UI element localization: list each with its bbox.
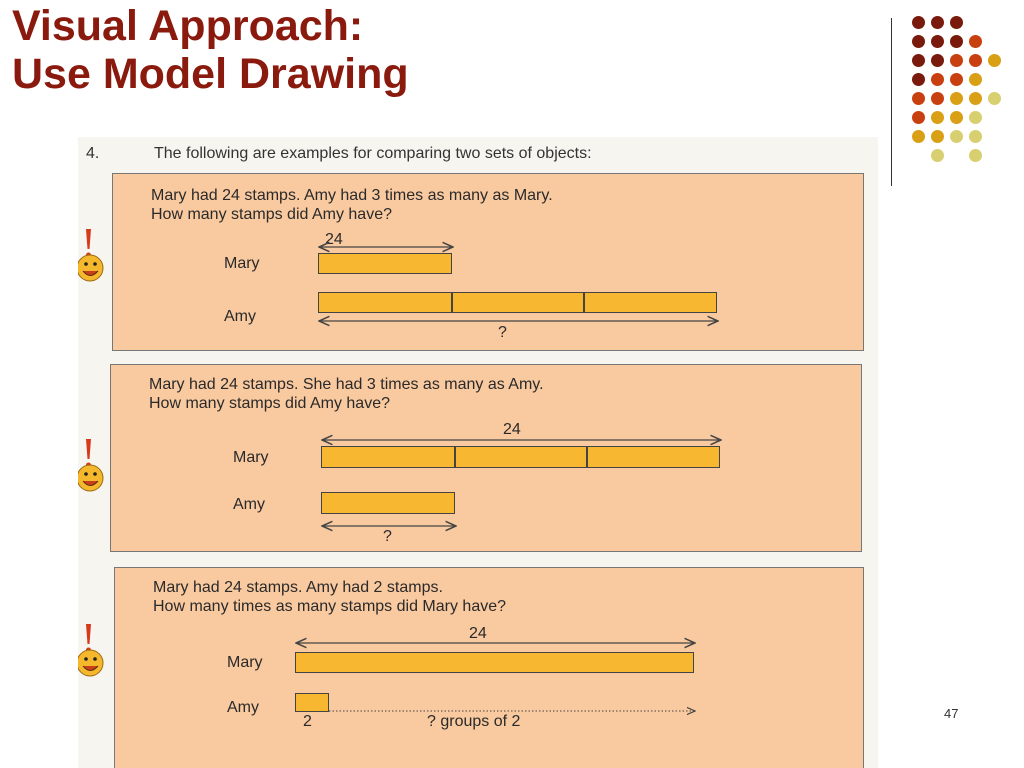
bar-unit-divider xyxy=(454,447,456,467)
decorative-dot xyxy=(931,111,944,124)
decorative-dot xyxy=(950,54,963,67)
example-1-mary-bar xyxy=(318,253,452,274)
bar-unit-divider xyxy=(586,447,588,467)
decorative-dot xyxy=(912,111,925,124)
example-1-amy-bar xyxy=(318,292,717,313)
decorative-dot xyxy=(912,35,925,48)
smiley-icon xyxy=(78,437,108,497)
decorative-dot xyxy=(931,130,944,143)
smiley-icon xyxy=(78,622,108,682)
example-3-amy-label: Amy xyxy=(227,699,259,716)
example-2-line-1: Mary had 24 stamps. She had 3 times as many as Amy. xyxy=(149,376,544,393)
decorative-dot xyxy=(969,149,982,162)
decorative-dot xyxy=(912,16,925,29)
example-2-mary-label: Mary xyxy=(233,449,269,466)
bar-unit-divider xyxy=(451,293,453,312)
decorative-dot xyxy=(969,111,982,124)
decorative-dot xyxy=(950,35,963,48)
decorative-divider xyxy=(891,18,892,186)
example-3-line-1: Mary had 24 stamps. Amy had 2 stamps. xyxy=(153,579,443,596)
example-2-mary-arrow xyxy=(320,433,725,447)
decorative-dot xyxy=(931,92,944,105)
decorative-dot xyxy=(950,111,963,124)
example-1-amy-arrow xyxy=(317,314,722,328)
example-3-amy-value: 2 xyxy=(303,713,312,730)
decorative-dot xyxy=(912,54,925,67)
decorative-dot xyxy=(988,92,1001,105)
example-1-line-1: Mary had 24 stamps. Amy had 3 times as many as Mary. xyxy=(151,187,553,204)
example-2-question xyxy=(149,375,544,413)
worksheet-scan xyxy=(78,137,878,768)
example-2-mary-value: 24 xyxy=(503,421,521,438)
bar-unit-divider xyxy=(583,293,585,312)
example-3-groups-text: ? groups of 2 xyxy=(427,713,521,730)
example-2-line-2: How many stamps did Amy have? xyxy=(149,395,390,412)
example-1-mary-value: 24 xyxy=(325,231,343,248)
example-3-question xyxy=(153,578,506,616)
worksheet-header xyxy=(86,145,592,163)
decorative-dot xyxy=(950,73,963,86)
example-1-line-2: How many stamps did Amy have? xyxy=(151,206,392,223)
decorative-dot xyxy=(969,54,982,67)
smiley-icon xyxy=(78,227,108,287)
example-1-unknown: ? xyxy=(498,324,507,341)
example-2-amy-label: Amy xyxy=(233,496,265,513)
example-panel-2 xyxy=(110,364,862,552)
decorative-dot xyxy=(931,73,944,86)
example-panel-1 xyxy=(112,173,864,351)
example-panel-3 xyxy=(114,567,864,768)
example-3-mary-bar xyxy=(295,652,694,673)
decorative-dot xyxy=(969,35,982,48)
example-3-line-2: How many times as many stamps did Mary have? xyxy=(153,598,507,615)
slide-title-line-1: Visual Approach: xyxy=(12,2,364,50)
decorative-dot xyxy=(950,16,963,29)
decorative-dot xyxy=(969,130,982,143)
example-2-unknown: ? xyxy=(383,528,392,545)
decorative-dot xyxy=(969,92,982,105)
example-1-mary-arrow xyxy=(317,240,457,254)
example-3-mary-value: 24 xyxy=(469,625,487,642)
decorative-dot xyxy=(931,16,944,29)
slide-title xyxy=(12,2,409,98)
example-1-question xyxy=(151,186,553,224)
slide-title-line-2: Use Model Drawing xyxy=(12,50,409,98)
decorative-dot xyxy=(969,73,982,86)
question-intro: The following are examples for comparing two sets of objects: xyxy=(154,145,592,162)
decorative-dot xyxy=(950,92,963,105)
example-3-mary-label: Mary xyxy=(227,654,263,671)
decorative-dot xyxy=(988,54,1001,67)
decorative-dot xyxy=(931,149,944,162)
example-1-amy-label: Amy xyxy=(224,308,256,325)
example-2-amy-bar xyxy=(321,492,455,514)
decorative-dot xyxy=(912,92,925,105)
example-2-mary-bar xyxy=(321,446,720,468)
example-1-mary-label: Mary xyxy=(224,255,260,272)
decorative-dot xyxy=(912,73,925,86)
example-3-amy-bar xyxy=(295,693,329,712)
decorative-dot xyxy=(950,130,963,143)
decorative-dot xyxy=(931,54,944,67)
example-3-mary-arrow xyxy=(294,636,699,650)
decorative-dot xyxy=(931,35,944,48)
question-number: 4. xyxy=(86,145,100,162)
page-number: 47 xyxy=(944,706,959,721)
decorative-dot xyxy=(912,130,925,143)
